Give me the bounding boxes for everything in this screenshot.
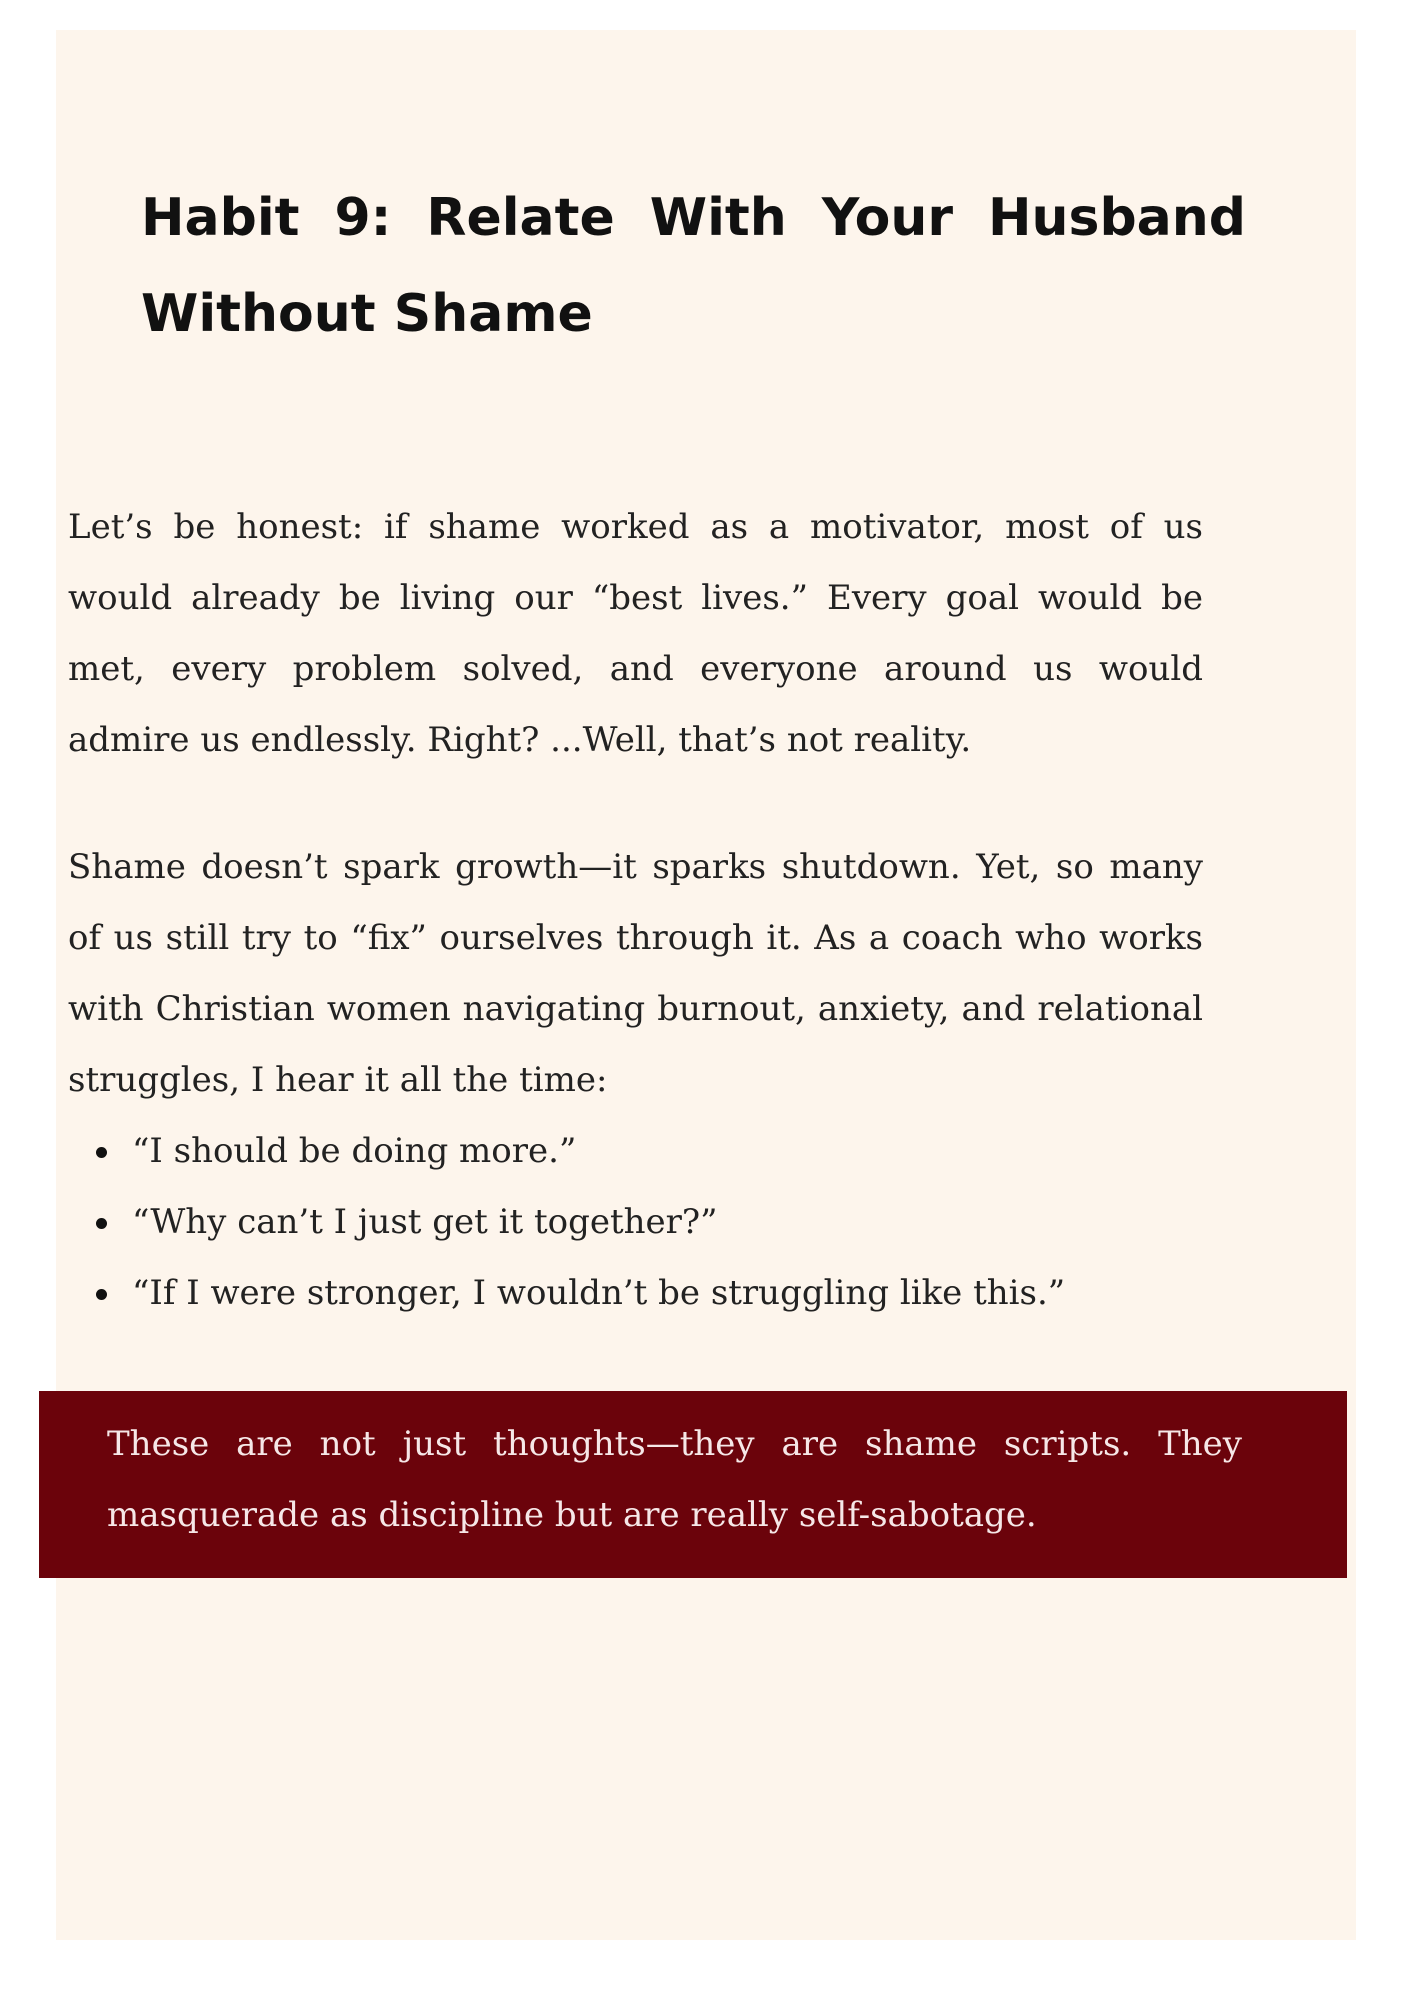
list-item-text: “Why can’t I just get it together?” (132, 1202, 718, 1242)
list-item (68, 1258, 1203, 1329)
bullet-icon (96, 1147, 107, 1158)
shame-paragraph-container (68, 832, 1203, 1116)
list-item (68, 1187, 1203, 1258)
list-item-text: “If I were stronger, I wouldn’t be struggling like this.” (132, 1273, 1066, 1313)
intro-paragraph: Let’s be honest: if shame worked as a motivator, most of us would already be living our “best lives.” Every goal would be met, every problem solved, and everyone around us would admire us endlessly. Right? ...Well, that’s not reality. (68, 507, 1203, 760)
bullet-icon (96, 1218, 107, 1229)
page-title-line-2: Without Shame (141, 284, 593, 344)
intro-paragraph-container (68, 492, 1203, 776)
callout-text: These are not just thoughts—they are shame scripts. They masquerade as discipline but are really self-sabotage. (107, 1424, 1242, 1535)
list-item (68, 1116, 1203, 1187)
page-title (141, 170, 1246, 362)
list-item-text: “I should be doing more.” (132, 1131, 577, 1171)
shame-paragraph: Shame doesn’t spark growth—it sparks shutdown. Yet, so many of us still try to “fix” ourselves through it. As a coach who works with Christian women navigating burnout, anxiety, and relational struggles, I hear it all the time: (68, 847, 1203, 1100)
bullet-icon (96, 1289, 107, 1300)
callout-box (39, 1391, 1347, 1578)
page-title-line-1: Habit 9: Relate With Your Husband (141, 188, 1246, 248)
shame-quotes-list (68, 1116, 1203, 1329)
